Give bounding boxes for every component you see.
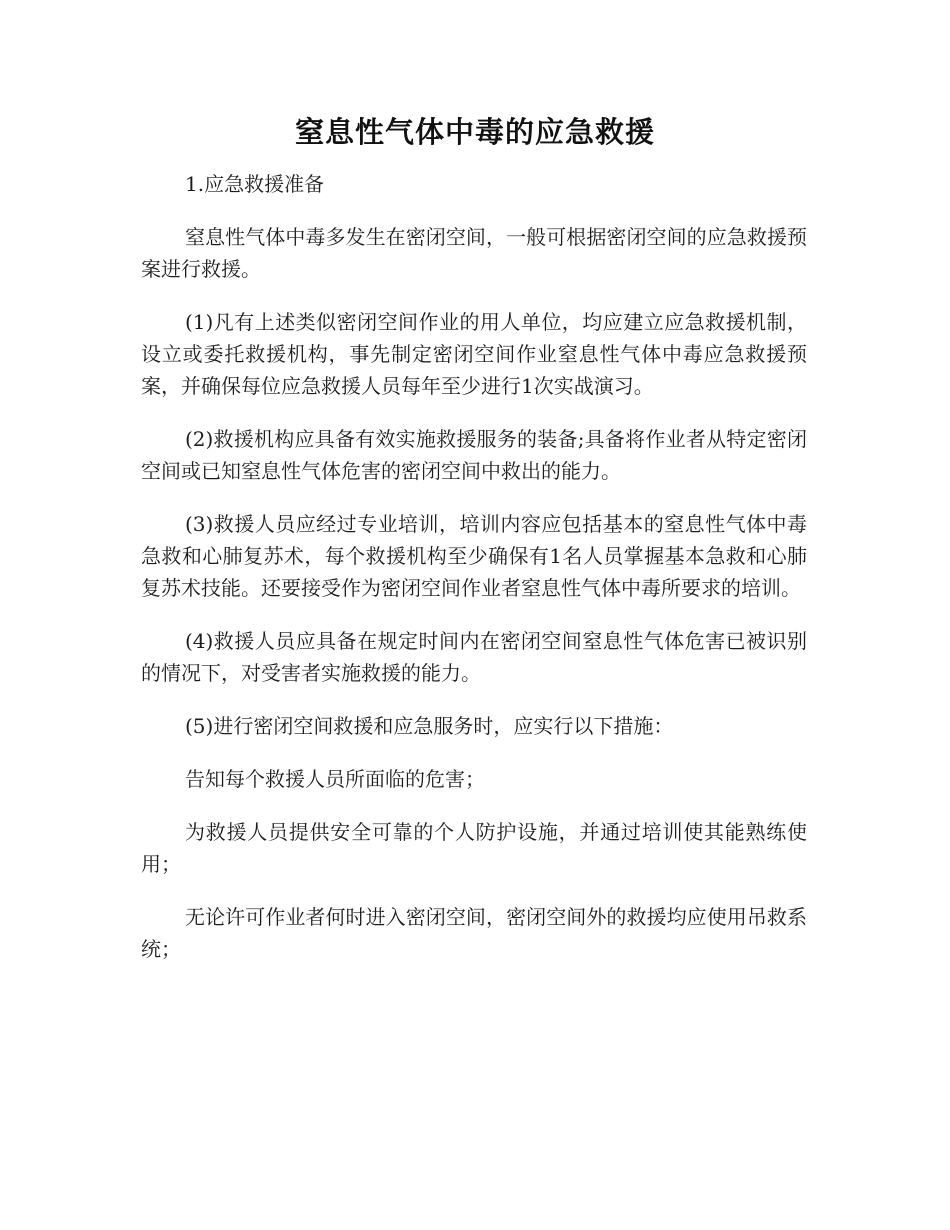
paragraph: (1)凡有上述类似密闭空间作业的用人单位，均应建立应急救援机制，设立或委托救援机构，事先制定密闭空间作业窒息性气体中毒应急救援预案，并确保每位应急救援人员每年至少进行1次实战演习。	[141, 310, 807, 398]
paragraph: 告知每个救援人员所面临的危害；	[185, 767, 485, 791]
document-title: 窒息性气体中毒的应急救援	[294, 115, 655, 149]
document-body	[141, 168, 807, 986]
paragraph: 窒息性气体中毒多发生在密闭空间，一般可根据密闭空间的应急救援预案进行救援。	[141, 225, 807, 281]
paragraph: (4)救援人员应具备在规定时间内在密闭空间窒息性气体危害已被识别的情况下，对受害者实施救援的能力。	[141, 629, 807, 685]
paragraph: (5)进行密闭空间救援和应急服务时，应实行以下措施：	[185, 714, 674, 738]
section-heading: 1.应急救援准备	[185, 172, 325, 196]
paragraph: 无论许可作业者何时进入密闭空间，密闭空间外的救援均应使用吊救系统；	[141, 905, 807, 961]
paragraph: (3)救援人员应经过专业培训，培训内容应包括基本的窒息性气体中毒急救和心肺复苏术，每个救援机构至少确保有1名人员掌握基本急救和心肺复苏术技能。还要接受作为密闭空间作业者窒息性气体中毒所要求的培训。	[141, 512, 807, 600]
paragraph: 为救援人员提供安全可靠的个人防护设施，并通过培训使其能熟练使用；	[141, 820, 807, 876]
paragraph: (2)救援机构应具备有效实施救援服务的装备;具备将作业者从特定密闭空间或已知窒息性气体危害的密闭空间中救出的能力。	[141, 427, 807, 483]
